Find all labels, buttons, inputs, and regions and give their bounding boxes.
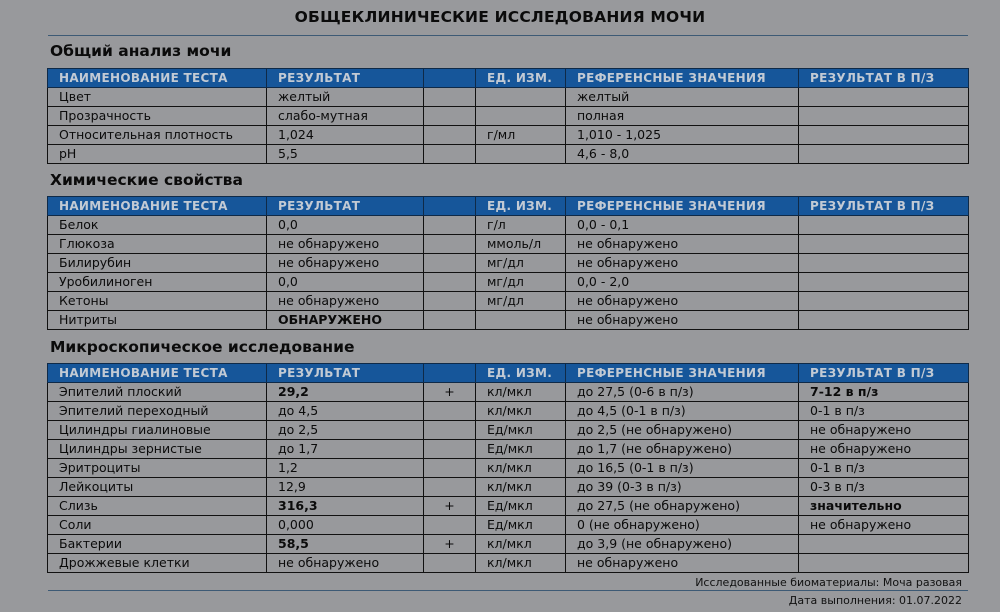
reference-cell: до 4,5 (0-1 в п/з) bbox=[566, 402, 799, 421]
flag-cell bbox=[424, 440, 476, 459]
reference-cell: не обнаружено bbox=[566, 554, 799, 573]
flag-cell bbox=[424, 145, 476, 164]
test-name-cell: Слизь bbox=[48, 497, 267, 516]
table-row bbox=[48, 107, 969, 126]
flag-cell bbox=[424, 478, 476, 497]
unit-cell bbox=[476, 88, 566, 107]
test-name-cell: Соли bbox=[48, 516, 267, 535]
result-cell: 12,9 bbox=[267, 478, 424, 497]
header-test-name: НАИМЕНОВАНИЕ ТЕСТА bbox=[48, 197, 267, 216]
chemical-properties-table bbox=[47, 196, 969, 330]
result-cell: слабо-мутная bbox=[267, 107, 424, 126]
reference-cell: 0 (не обнаружено) bbox=[566, 516, 799, 535]
unit-cell: ммоль/л bbox=[476, 235, 566, 254]
table-row bbox=[48, 402, 969, 421]
reference-cell: до 16,5 (0-1 в п/з) bbox=[566, 459, 799, 478]
result-cell: 0,0 bbox=[267, 216, 424, 235]
field-result-cell: не обнаружено bbox=[799, 440, 969, 459]
footer-divider bbox=[48, 590, 968, 591]
reference-cell: до 3,9 (не обнаружено) bbox=[566, 535, 799, 554]
reference-cell: 1,010 - 1,025 bbox=[566, 126, 799, 145]
table-row bbox=[48, 440, 969, 459]
table-row bbox=[48, 273, 969, 292]
header-flag bbox=[424, 197, 476, 216]
table-row bbox=[48, 421, 969, 440]
reference-cell: до 27,5 (0-6 в п/з) bbox=[566, 383, 799, 402]
result-cell: не обнаружено bbox=[267, 292, 424, 311]
result-cell: 5,5 bbox=[267, 145, 424, 164]
result-cell: 0,0 bbox=[267, 273, 424, 292]
unit-cell: кл/мкл bbox=[476, 459, 566, 478]
unit-cell: Ед/мкл bbox=[476, 421, 566, 440]
table-row bbox=[48, 254, 969, 273]
reference-cell: до 1,7 (не обнаружено) bbox=[566, 440, 799, 459]
reference-cell: до 39 (0-3 в п/з) bbox=[566, 478, 799, 497]
flag-cell bbox=[424, 235, 476, 254]
table-row bbox=[48, 383, 969, 402]
unit-cell: мг/дл bbox=[476, 292, 566, 311]
header-reference: РЕФЕРЕНСНЫЕ ЗНАЧЕНИЯ bbox=[566, 69, 799, 88]
unit-cell: г/мл bbox=[476, 126, 566, 145]
field-result-cell bbox=[799, 292, 969, 311]
table-row bbox=[48, 145, 969, 164]
flag-cell bbox=[424, 126, 476, 145]
header-test-name: НАИМЕНОВАНИЕ ТЕСТА bbox=[48, 69, 267, 88]
result-cell: до 2,5 bbox=[267, 421, 424, 440]
unit-cell: Ед/мкл bbox=[476, 440, 566, 459]
reference-cell: 4,6 - 8,0 bbox=[566, 145, 799, 164]
header-test-name: НАИМЕНОВАНИЕ ТЕСТА bbox=[48, 364, 267, 383]
header-field-result: РЕЗУЛЬТАТ В П/З bbox=[799, 364, 969, 383]
reference-cell: не обнаружено bbox=[566, 311, 799, 330]
header-reference: РЕФЕРЕНСНЫЕ ЗНАЧЕНИЯ bbox=[566, 197, 799, 216]
header-flag bbox=[424, 364, 476, 383]
test-name-cell: Уробилиноген bbox=[48, 273, 267, 292]
field-result-cell: 0-1 в п/з bbox=[799, 402, 969, 421]
result-cell: 58,5 bbox=[267, 535, 424, 554]
reference-cell: до 27,5 (не обнаружено) bbox=[566, 497, 799, 516]
result-cell: 316,3 bbox=[267, 497, 424, 516]
unit-cell: кл/мкл bbox=[476, 383, 566, 402]
table-row bbox=[48, 216, 969, 235]
test-name-cell: Эпителий плоский bbox=[48, 383, 267, 402]
test-name-cell: Цвет bbox=[48, 88, 267, 107]
result-cell: до 1,7 bbox=[267, 440, 424, 459]
section-title: Микроскопическое исследование bbox=[50, 338, 355, 356]
result-cell: не обнаружено bbox=[267, 235, 424, 254]
flag-cell bbox=[424, 516, 476, 535]
reference-cell: до 2,5 (не обнаружено) bbox=[566, 421, 799, 440]
title-divider bbox=[48, 35, 968, 36]
flag-cell bbox=[424, 254, 476, 273]
field-result-cell bbox=[799, 107, 969, 126]
flag-cell bbox=[424, 273, 476, 292]
test-name-cell: Эритроциты bbox=[48, 459, 267, 478]
unit-cell: кл/мкл bbox=[476, 478, 566, 497]
table-row bbox=[48, 478, 969, 497]
field-result-cell bbox=[799, 554, 969, 573]
section-title: Общий анализ мочи bbox=[50, 42, 232, 60]
test-name-cell: Цилиндры гиалиновые bbox=[48, 421, 267, 440]
biomaterial-note: Исследованные биоматериалы: Моча разовая bbox=[695, 576, 962, 589]
test-name-cell: Относительная плотность bbox=[48, 126, 267, 145]
flag-cell bbox=[424, 88, 476, 107]
table-header-row bbox=[48, 69, 969, 88]
unit-cell: кл/мкл bbox=[476, 535, 566, 554]
test-name-cell: Кетоны bbox=[48, 292, 267, 311]
unit-cell bbox=[476, 107, 566, 126]
field-result-cell bbox=[799, 254, 969, 273]
flag-cell: + bbox=[424, 497, 476, 516]
header-flag bbox=[424, 69, 476, 88]
completion-date: Дата выполнения: 01.07.2022 bbox=[788, 594, 962, 607]
result-cell: до 4,5 bbox=[267, 402, 424, 421]
header-unit: ЕД. ИЗМ. bbox=[476, 69, 566, 88]
section-title: Химические свойства bbox=[50, 171, 243, 189]
test-name-cell: Бактерии bbox=[48, 535, 267, 554]
field-result-cell bbox=[799, 126, 969, 145]
header-unit: ЕД. ИЗМ. bbox=[476, 364, 566, 383]
header-field-result: РЕЗУЛЬТАТ В П/З bbox=[799, 69, 969, 88]
table-row bbox=[48, 88, 969, 107]
unit-cell: мг/дл bbox=[476, 273, 566, 292]
reference-cell: не обнаружено bbox=[566, 292, 799, 311]
header-field-result: РЕЗУЛЬТАТ В П/З bbox=[799, 197, 969, 216]
field-result-cell: 0-1 в п/з bbox=[799, 459, 969, 478]
result-cell: 1,2 bbox=[267, 459, 424, 478]
result-cell: 1,024 bbox=[267, 126, 424, 145]
table-row bbox=[48, 535, 969, 554]
field-result-cell bbox=[799, 535, 969, 554]
flag-cell bbox=[424, 292, 476, 311]
unit-cell bbox=[476, 145, 566, 164]
flag-cell bbox=[424, 421, 476, 440]
header-unit: ЕД. ИЗМ. bbox=[476, 197, 566, 216]
field-result-cell bbox=[799, 273, 969, 292]
reference-cell: 0,0 - 0,1 bbox=[566, 216, 799, 235]
field-result-cell bbox=[799, 216, 969, 235]
table-row bbox=[48, 292, 969, 311]
table-header-row bbox=[48, 364, 969, 383]
unit-cell: кл/мкл bbox=[476, 402, 566, 421]
field-result-cell bbox=[799, 88, 969, 107]
table-row bbox=[48, 235, 969, 254]
result-cell: желтый bbox=[267, 88, 424, 107]
test-name-cell: Белок bbox=[48, 216, 267, 235]
reference-cell: 0,0 - 2,0 bbox=[566, 273, 799, 292]
flag-cell bbox=[424, 311, 476, 330]
header-reference: РЕФЕРЕНСНЫЕ ЗНАЧЕНИЯ bbox=[566, 364, 799, 383]
result-cell: не обнаружено bbox=[267, 554, 424, 573]
table-row bbox=[48, 126, 969, 145]
field-result-cell: не обнаружено bbox=[799, 516, 969, 535]
field-result-cell: значительно bbox=[799, 497, 969, 516]
table-row bbox=[48, 516, 969, 535]
flag-cell: + bbox=[424, 383, 476, 402]
test-name-cell: Глюкоза bbox=[48, 235, 267, 254]
test-name-cell: pH bbox=[48, 145, 267, 164]
field-result-cell bbox=[799, 311, 969, 330]
reference-cell: желтый bbox=[566, 88, 799, 107]
table-header-row bbox=[48, 197, 969, 216]
field-result-cell: не обнаружено bbox=[799, 421, 969, 440]
header-result: РЕЗУЛЬТАТ bbox=[267, 69, 424, 88]
field-result-cell bbox=[799, 235, 969, 254]
reference-cell: не обнаружено bbox=[566, 254, 799, 273]
test-name-cell: Нитриты bbox=[48, 311, 267, 330]
unit-cell bbox=[476, 311, 566, 330]
microscopy-table bbox=[47, 363, 969, 573]
unit-cell: Ед/мкл bbox=[476, 497, 566, 516]
page-title: ОБЩЕКЛИНИЧЕСКИЕ ИССЛЕДОВАНИЯ МОЧИ bbox=[294, 8, 706, 26]
test-name-cell: Эпителий переходный bbox=[48, 402, 267, 421]
result-cell: ОБНАРУЖЕНО bbox=[267, 311, 424, 330]
flag-cell: + bbox=[424, 535, 476, 554]
test-name-cell: Билирубин bbox=[48, 254, 267, 273]
test-name-cell: Прозрачность bbox=[48, 107, 267, 126]
test-name-cell: Дрожжевые клетки bbox=[48, 554, 267, 573]
flag-cell bbox=[424, 107, 476, 126]
flag-cell bbox=[424, 216, 476, 235]
flag-cell bbox=[424, 459, 476, 478]
flag-cell bbox=[424, 554, 476, 573]
table-row bbox=[48, 497, 969, 516]
field-result-cell: 7-12 в п/з bbox=[799, 383, 969, 402]
general-analysis-table bbox=[47, 68, 969, 164]
unit-cell: г/л bbox=[476, 216, 566, 235]
header-result: РЕЗУЛЬТАТ bbox=[267, 197, 424, 216]
reference-cell: полная bbox=[566, 107, 799, 126]
table-row bbox=[48, 459, 969, 478]
result-cell: 0,000 bbox=[267, 516, 424, 535]
reference-cell: не обнаружено bbox=[566, 235, 799, 254]
unit-cell: кл/мкл bbox=[476, 554, 566, 573]
field-result-cell: 0-3 в п/з bbox=[799, 478, 969, 497]
unit-cell: мг/дл bbox=[476, 254, 566, 273]
result-cell: 29,2 bbox=[267, 383, 424, 402]
header-result: РЕЗУЛЬТАТ bbox=[267, 364, 424, 383]
test-name-cell: Цилиндры зернистые bbox=[48, 440, 267, 459]
test-name-cell: Лейкоциты bbox=[48, 478, 267, 497]
flag-cell bbox=[424, 402, 476, 421]
table-row bbox=[48, 554, 969, 573]
field-result-cell bbox=[799, 145, 969, 164]
table-row bbox=[48, 311, 969, 330]
unit-cell: Ед/мкл bbox=[476, 516, 566, 535]
result-cell: не обнаружено bbox=[267, 254, 424, 273]
